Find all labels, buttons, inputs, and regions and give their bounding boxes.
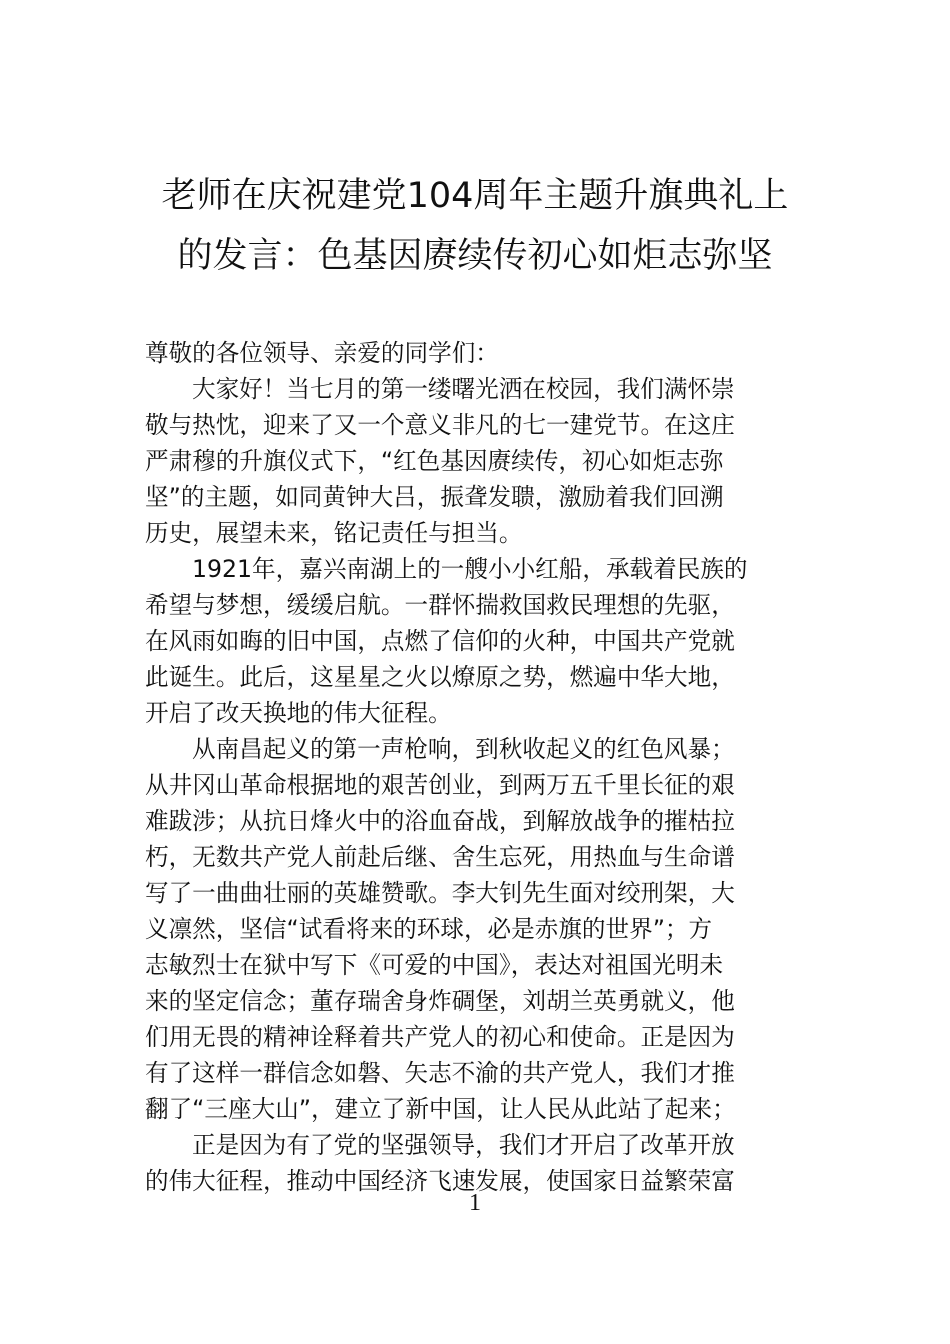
text-line: 从南昌起义的第一声枪响，到秋收起义的红色风暴； xyxy=(192,735,735,763)
paragraph-1 xyxy=(145,371,807,551)
text-line: 大家好！当七月的第一缕曙光洒在校园，我们满怀崇 xyxy=(192,375,735,403)
text-line: 有了这样一群信念如磐、矢志不渝的共产党人，我们才推 xyxy=(145,1059,735,1087)
text-line: 在风雨如晦的旧中国，点燃了信仰的火种，中国共产党就 xyxy=(145,627,735,655)
salutation: 尊敬的各位领导、亲爱的同学们： xyxy=(145,339,499,367)
paragraph-2 xyxy=(145,551,807,731)
text-line: 历史，展望未来，铭记责任与担当。 xyxy=(145,519,523,547)
text-line: 此诞生。此后，这星星之火以燎原之势，燃遍中华大地， xyxy=(145,663,735,691)
text-line: 志敏烈士在狱中写下《可爱的中国》，表达对祖国光明未 xyxy=(145,951,724,979)
title-line: 老师在庆祝建党104周年主题升旗典礼上 xyxy=(161,176,789,216)
text-line: 写了一曲曲壮丽的英雄赞歌。李大钊先生面对绞刑架，大 xyxy=(145,879,735,907)
document-body xyxy=(145,335,807,1199)
text-line: 坚”的主题，如同黄钟大吕，振聋发聩，激励着我们回溯 xyxy=(145,483,724,511)
text-line: 开启了改天换地的伟大征程。 xyxy=(145,699,452,727)
text-line: 的伟大征程，推动中国经济飞速发展，使国家日益繁荣富 xyxy=(145,1167,735,1195)
text-line: 难跋涉；从抗日烽火中的浴血奋战，到解放战争的摧枯拉 xyxy=(145,807,735,835)
text-line: 严肃穆的升旗仪式下，“红色基因赓续传，初心如炬志弥 xyxy=(145,447,724,475)
text-line: 朽，无数共产党人前赴后继、舍生忘死，用热血与生命谱 xyxy=(145,843,735,871)
text-line: 义凛然，坚信“试看将来的环球，必是赤旗的世界”；方 xyxy=(145,915,713,943)
document-title xyxy=(145,166,805,286)
text-line: 希望与梦想，缓缓启航。一群怀揣救国救民理想的先驱， xyxy=(145,591,735,619)
text-line: 们用无畏的精神诠释着共产党人的初心和使命。正是因为 xyxy=(145,1023,735,1051)
paragraph-3 xyxy=(145,731,807,1127)
text-line: 正是因为有了党的坚强领导，我们才开启了改革开放 xyxy=(192,1131,735,1159)
title-line: 的发言：色基因赓续传初心如炬志弥坚 xyxy=(177,236,773,276)
text-line: 1921年，嘉兴南湖上的一艘小小红船，承载着民族的 xyxy=(192,555,748,583)
page-number: 1 xyxy=(469,1190,481,1216)
text-line: 翻了“三座大山”，建立了新中国，让人民从此站了起来； xyxy=(145,1095,736,1123)
text-line: 敬与热忱，迎来了又一个意义非凡的七一建党节。在这庄 xyxy=(145,411,735,439)
text-line: 从井冈山革命根据地的艰苦创业，到两万五千里长征的艰 xyxy=(145,771,735,799)
text-line: 来的坚定信念；董存瑞舍身炸碉堡，刘胡兰英勇就义，他 xyxy=(145,987,735,1015)
